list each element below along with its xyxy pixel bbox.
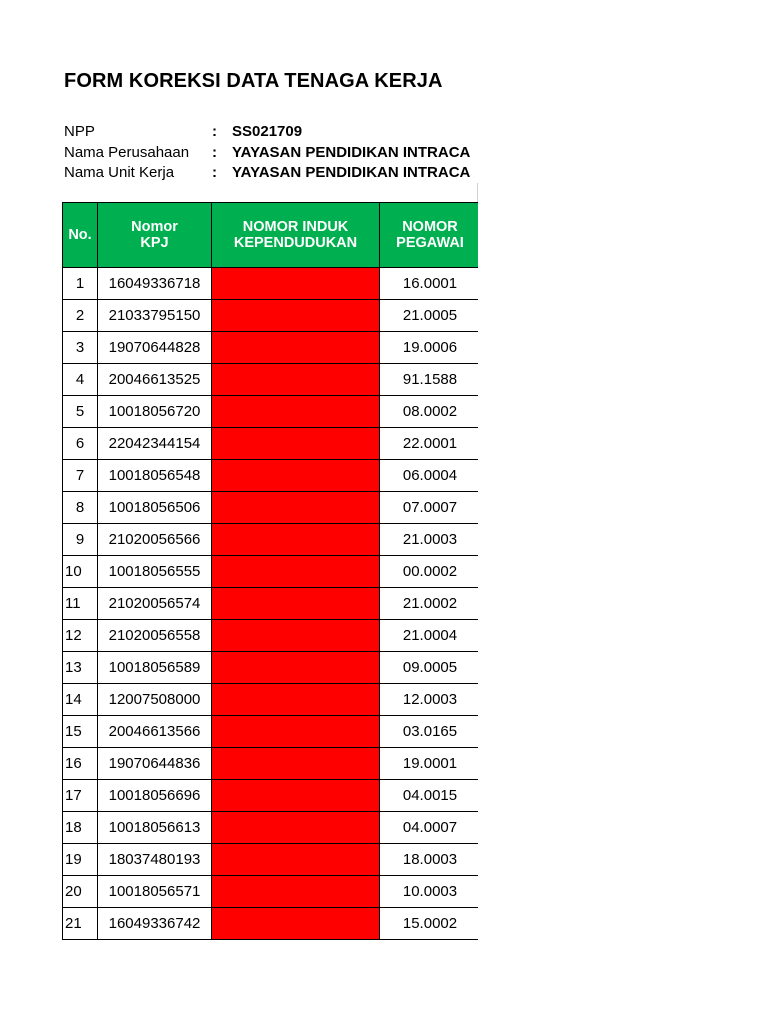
cell-no: 18 (63, 812, 98, 844)
table-row (63, 524, 479, 556)
cell-kpj: 10018056696 (98, 780, 212, 812)
info-value: YAYASAN PENDIDIKAN INTRACA (232, 164, 471, 181)
cell-pegawai: 15.0002 (380, 908, 479, 940)
cell-nik[interactable] (212, 588, 380, 620)
cell-pegawai: 16.0001 (380, 268, 479, 300)
cell-kpj: 16049336718 (98, 268, 212, 300)
cell-kpj: 19070644836 (98, 748, 212, 780)
sheet-edge-divider (477, 183, 478, 203)
cell-pegawai: 09.0005 (380, 652, 479, 684)
cell-no: 2 (63, 300, 98, 332)
cell-no: 20 (63, 876, 98, 908)
cell-kpj: 18037480193 (98, 844, 212, 876)
cell-pegawai: 19.0006 (380, 332, 479, 364)
cell-pegawai: 22.0001 (380, 428, 479, 460)
cell-nik[interactable] (212, 300, 380, 332)
info-label: NPP (64, 123, 95, 140)
cell-pegawai: 18.0003 (380, 844, 479, 876)
table-row (63, 460, 479, 492)
cell-kpj: 21033795150 (98, 300, 212, 332)
cell-no: 1 (63, 268, 98, 300)
cell-pegawai: 12.0003 (380, 684, 479, 716)
cell-kpj: 10018056506 (98, 492, 212, 524)
employee-table (62, 202, 478, 940)
table-row (63, 844, 479, 876)
cell-no: 4 (63, 364, 98, 396)
cell-nik[interactable] (212, 524, 380, 556)
cell-no: 13 (63, 652, 98, 684)
cell-nik[interactable] (212, 396, 380, 428)
data-table-container (62, 202, 478, 940)
info-value: YAYASAN PENDIDIKAN INTRACA (232, 143, 471, 161)
table-row (63, 684, 479, 716)
cell-nik[interactable] (212, 556, 380, 588)
cell-pegawai: 04.0015 (380, 780, 479, 812)
cell-no: 17 (63, 780, 98, 812)
header-kpj: Nomor KPJ (98, 203, 212, 268)
table-row (63, 332, 479, 364)
table-row (63, 300, 479, 332)
cell-no: 6 (63, 428, 98, 460)
table-row (63, 492, 479, 524)
cell-nik[interactable] (212, 428, 380, 460)
cell-nik[interactable] (212, 684, 380, 716)
cell-nik[interactable] (212, 716, 380, 748)
info-colon: : (212, 123, 217, 140)
header-pegawai: NOMOR PEGAWAI (380, 203, 479, 268)
info-label: Nama Unit Kerja (64, 164, 175, 181)
table-row (63, 588, 479, 620)
cell-kpj: 21020056558 (98, 620, 212, 652)
cell-pegawai: 08.0002 (380, 396, 479, 428)
table-row (63, 396, 479, 428)
cell-nik[interactable] (212, 620, 380, 652)
table-row (63, 620, 479, 652)
cell-no: 16 (63, 748, 98, 780)
company-info (64, 122, 470, 184)
cell-kpj: 20046613525 (98, 364, 212, 396)
cell-no: 10 (63, 556, 98, 588)
cell-no: 19 (63, 844, 98, 876)
info-row-unit (64, 163, 470, 184)
cell-nik[interactable] (212, 876, 380, 908)
cell-nik[interactable] (212, 748, 380, 780)
info-label: Nama Perusahaan (64, 143, 190, 161)
cell-kpj: 10018056613 (98, 812, 212, 844)
cell-kpj: 10018056555 (98, 556, 212, 588)
cell-nik[interactable] (212, 364, 380, 396)
cell-pegawai: 21.0002 (380, 588, 479, 620)
cell-no: 15 (63, 716, 98, 748)
table-row (63, 268, 479, 300)
cell-no: 21 (63, 908, 98, 940)
cell-kpj: 16049336742 (98, 908, 212, 940)
cell-nik[interactable] (212, 908, 380, 940)
cell-nik[interactable] (212, 844, 380, 876)
cell-nik[interactable] (212, 460, 380, 492)
cell-no: 5 (63, 396, 98, 428)
info-colon: : (212, 164, 217, 181)
info-row-company (64, 143, 470, 164)
cell-kpj: 21020056574 (98, 588, 212, 620)
cell-pegawai: 00.0002 (380, 556, 479, 588)
cell-no: 11 (63, 588, 98, 620)
cell-no: 7 (63, 460, 98, 492)
cell-nik[interactable] (212, 332, 380, 364)
table-row (63, 908, 479, 940)
info-colon: : (212, 143, 217, 161)
table-row (63, 716, 479, 748)
cell-kpj: 10018056571 (98, 876, 212, 908)
header-nik: NOMOR INDUK KEPENDUDUKAN (212, 203, 380, 268)
cell-kpj: 10018056548 (98, 460, 212, 492)
info-row-npp (64, 122, 470, 143)
table-row (63, 556, 479, 588)
cell-kpj: 21020056566 (98, 524, 212, 556)
cell-pegawai: 21.0005 (380, 300, 479, 332)
cell-pegawai: 91.1588 (380, 364, 479, 396)
form-title: FORM KOREKSI DATA TENAGA KERJA (64, 70, 443, 92)
header-no: No. (63, 203, 98, 268)
cell-kpj: 10018056589 (98, 652, 212, 684)
cell-nik[interactable] (212, 780, 380, 812)
cell-nik[interactable] (212, 812, 380, 844)
cell-pegawai: 07.0007 (380, 492, 479, 524)
table-body (63, 268, 479, 940)
cell-nik[interactable] (212, 268, 380, 300)
table-row (63, 812, 479, 844)
table-row (63, 364, 479, 396)
table-row (63, 780, 479, 812)
cell-no: 9 (63, 524, 98, 556)
table-row (63, 876, 479, 908)
cell-no: 3 (63, 332, 98, 364)
cell-kpj: 22042344154 (98, 428, 212, 460)
cell-kpj: 12007508000 (98, 684, 212, 716)
cell-kpj: 20046613566 (98, 716, 212, 748)
table-row (63, 428, 479, 460)
cell-no: 14 (63, 684, 98, 716)
cell-pegawai: 03.0165 (380, 716, 479, 748)
table-header-row (63, 203, 479, 268)
cell-pegawai: 21.0004 (380, 620, 479, 652)
cell-pegawai: 19.0001 (380, 748, 479, 780)
cell-kpj: 10018056720 (98, 396, 212, 428)
cell-pegawai: 10.0003 (380, 876, 479, 908)
cell-nik[interactable] (212, 652, 380, 684)
cell-pegawai: 04.0007 (380, 812, 479, 844)
cell-pegawai: 06.0004 (380, 460, 479, 492)
cell-nik[interactable] (212, 492, 380, 524)
cell-pegawai: 21.0003 (380, 524, 479, 556)
cell-no: 12 (63, 620, 98, 652)
table-row (63, 652, 479, 684)
cell-kpj: 19070644828 (98, 332, 212, 364)
cell-no: 8 (63, 492, 98, 524)
info-value: SS021709 (232, 123, 303, 140)
table-row (63, 748, 479, 780)
